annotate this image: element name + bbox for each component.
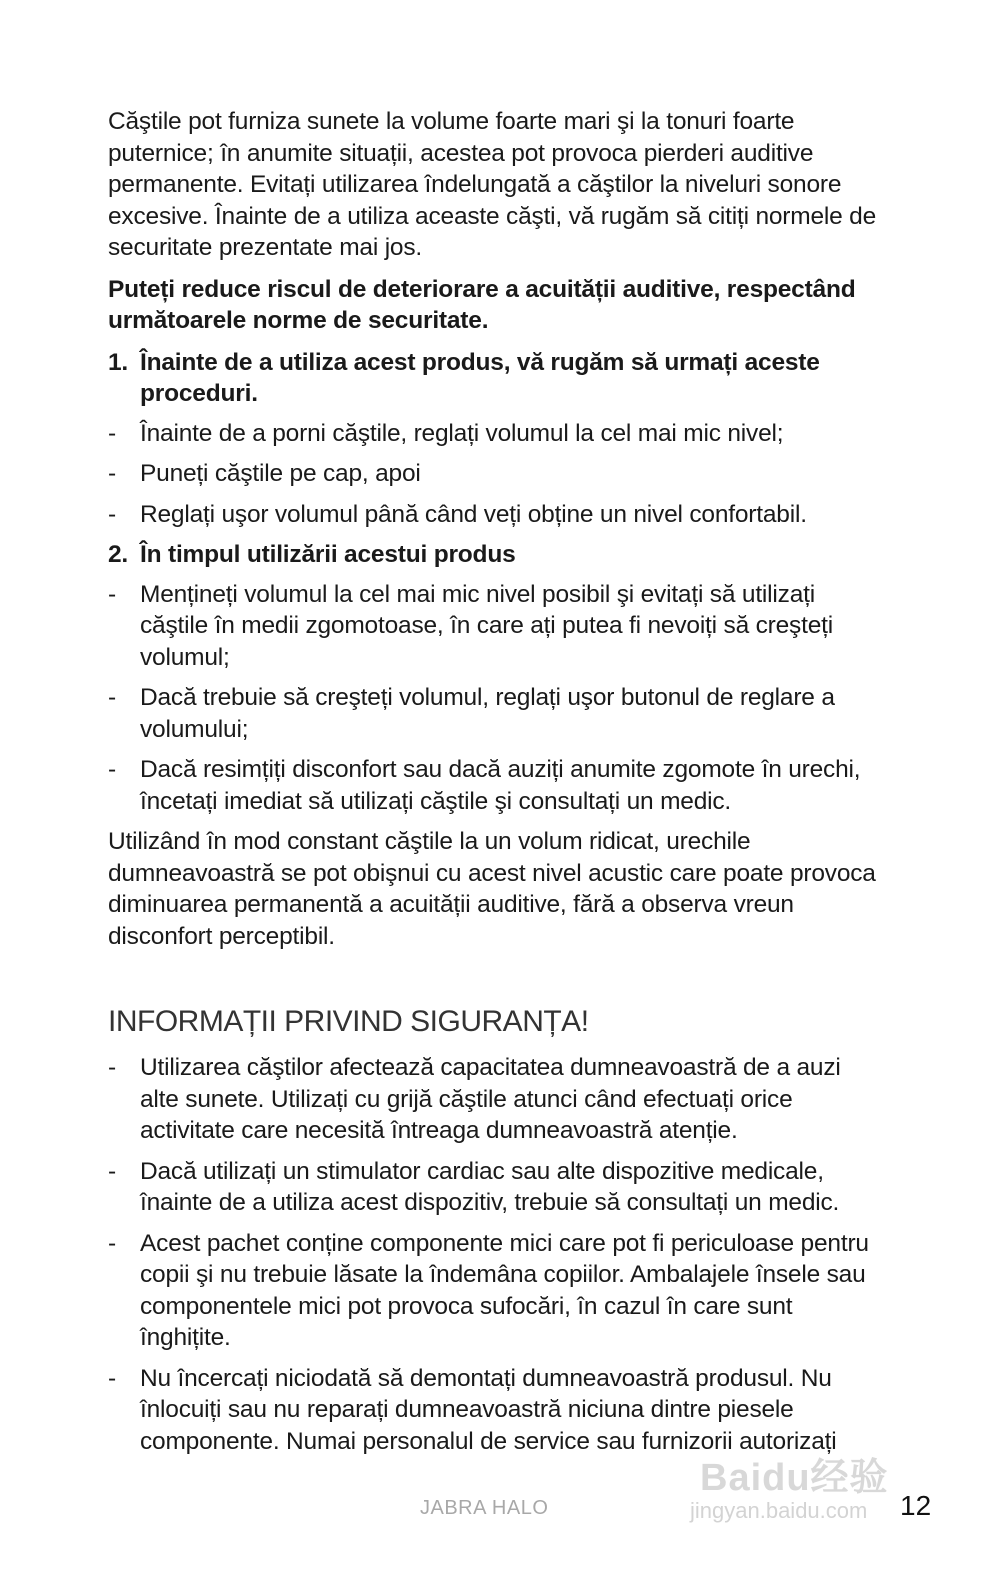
section-2-heading: [108, 539, 878, 571]
page-number: 12: [900, 1490, 932, 1521]
list-item: - Dacă resimțiți disconfort sau dacă auziți anumite zgomote în urechi, încetați imediat să utilizați căştile şi consultați un medic.: [108, 754, 878, 817]
dash-bullet: -: [108, 1229, 116, 1257]
dash-bullet: -: [108, 500, 116, 528]
list-item: - Nu încercați niciodată să demontați dumneavoastră produsul. Nu înlocuiți sau nu reparați dumneavoastră niciuna dintre piesele componente. Numai personalul de service sau furnizorii autorizați: [108, 1363, 878, 1458]
dash-bullet: -: [108, 756, 116, 783]
safety-list: [108, 1052, 878, 1457]
dash-bullet: -: [108, 1054, 116, 1081]
list-item: - Dacă trebuie să creşteți volumul, reglați uşor butonul de reglare a volumului;: [108, 682, 878, 745]
section-1-title: Înainte de a utiliza acest produs, vă rugăm să urmați aceste proceduri.: [140, 348, 820, 407]
section-2-list: [108, 579, 878, 818]
bold-note: Puteți reduce riscul de deteriorare a acuității auditive, respectând următoarele norme de securitate.: [108, 275, 856, 334]
footer-title: JABRA HALO: [420, 1497, 549, 1519]
document-page: [108, 106, 878, 1466]
section-1-list: [108, 418, 878, 531]
list-item: - Înainte de a porni căştile, reglați volumul la cel mai mic nivel;: [108, 418, 878, 450]
watermark-logo: Baidu经验: [700, 1457, 889, 1499]
list-item: - Reglați uşor volumul până când veți obține un nivel confortabil.: [108, 499, 878, 531]
dash-bullet: -: [108, 1364, 116, 1392]
list-item: - Dacă utilizați un stimulator cardiac sau alte dispozitive medicale, înainte de a utiliza acest dispozitiv, trebuie să consultați un medic.: [108, 1156, 878, 1219]
dash-bullet: -: [108, 684, 116, 711]
dash-bullet: -: [108, 419, 116, 447]
section-2-number: 2.: [108, 541, 129, 568]
list-item: - Utilizarea căştilor afectează capacitatea dumneavoastră de a auzi alte sunete. Utilizați cu grijă căştile atunci când efectuați orice activitate care necesită întreaga dumneavoastră atenție.: [108, 1052, 878, 1147]
safety-heading: INFORMAȚII PRIVIND SIGURANȚA!: [108, 1005, 589, 1038]
section-1-heading: [108, 347, 878, 410]
watermark-url: jingyan.baidu.com: [690, 1498, 868, 1523]
dash-bullet: -: [108, 460, 116, 487]
section-1-number: 1.: [108, 348, 129, 376]
list-item: - Acest pachet conține componente mici care pot fi periculoase pentru copii şi nu trebuie lăsate la îndemâna copiilor. Ambalajele însele sau componentele mici pot provoca sufocări, în cazul în care sunt înghițite.: [108, 1228, 878, 1354]
list-item: - Puneți căştile pe cap, apoi: [108, 458, 878, 490]
section-2-title: În timpul utilizării acestui produs: [140, 541, 516, 568]
list-item: - Mențineți volumul la cel mai mic nivel posibil şi evitați să utilizați căştile în medii zgomotoase, în care ați putea fi nevoiți să creşteți volumul;: [108, 579, 878, 674]
summary-paragraph: Utilizând în mod constant căştile la un volum ridicat, urechile dumneavoastră se pot obişnui cu acest nivel acustic care poate provoca diminuarea permanentă a acuității auditive, fără a observa vreun disconfort perceptibil.: [108, 828, 876, 950]
intro-paragraph: Căştile pot furniza sunete la volume foarte mari şi la tonuri foarte puternice; în anumite situații, acestea pot provoca pierderi auditive permanente. Evitați utilizarea îndelungată a căştilor la niveluri sonore excesive. Înainte de a utiliza aceaste căşti, vă rugăm să citiți normele de securitate prezentate mai jos.: [108, 108, 877, 261]
dash-bullet: -: [108, 580, 116, 608]
dash-bullet: -: [108, 1157, 116, 1185]
